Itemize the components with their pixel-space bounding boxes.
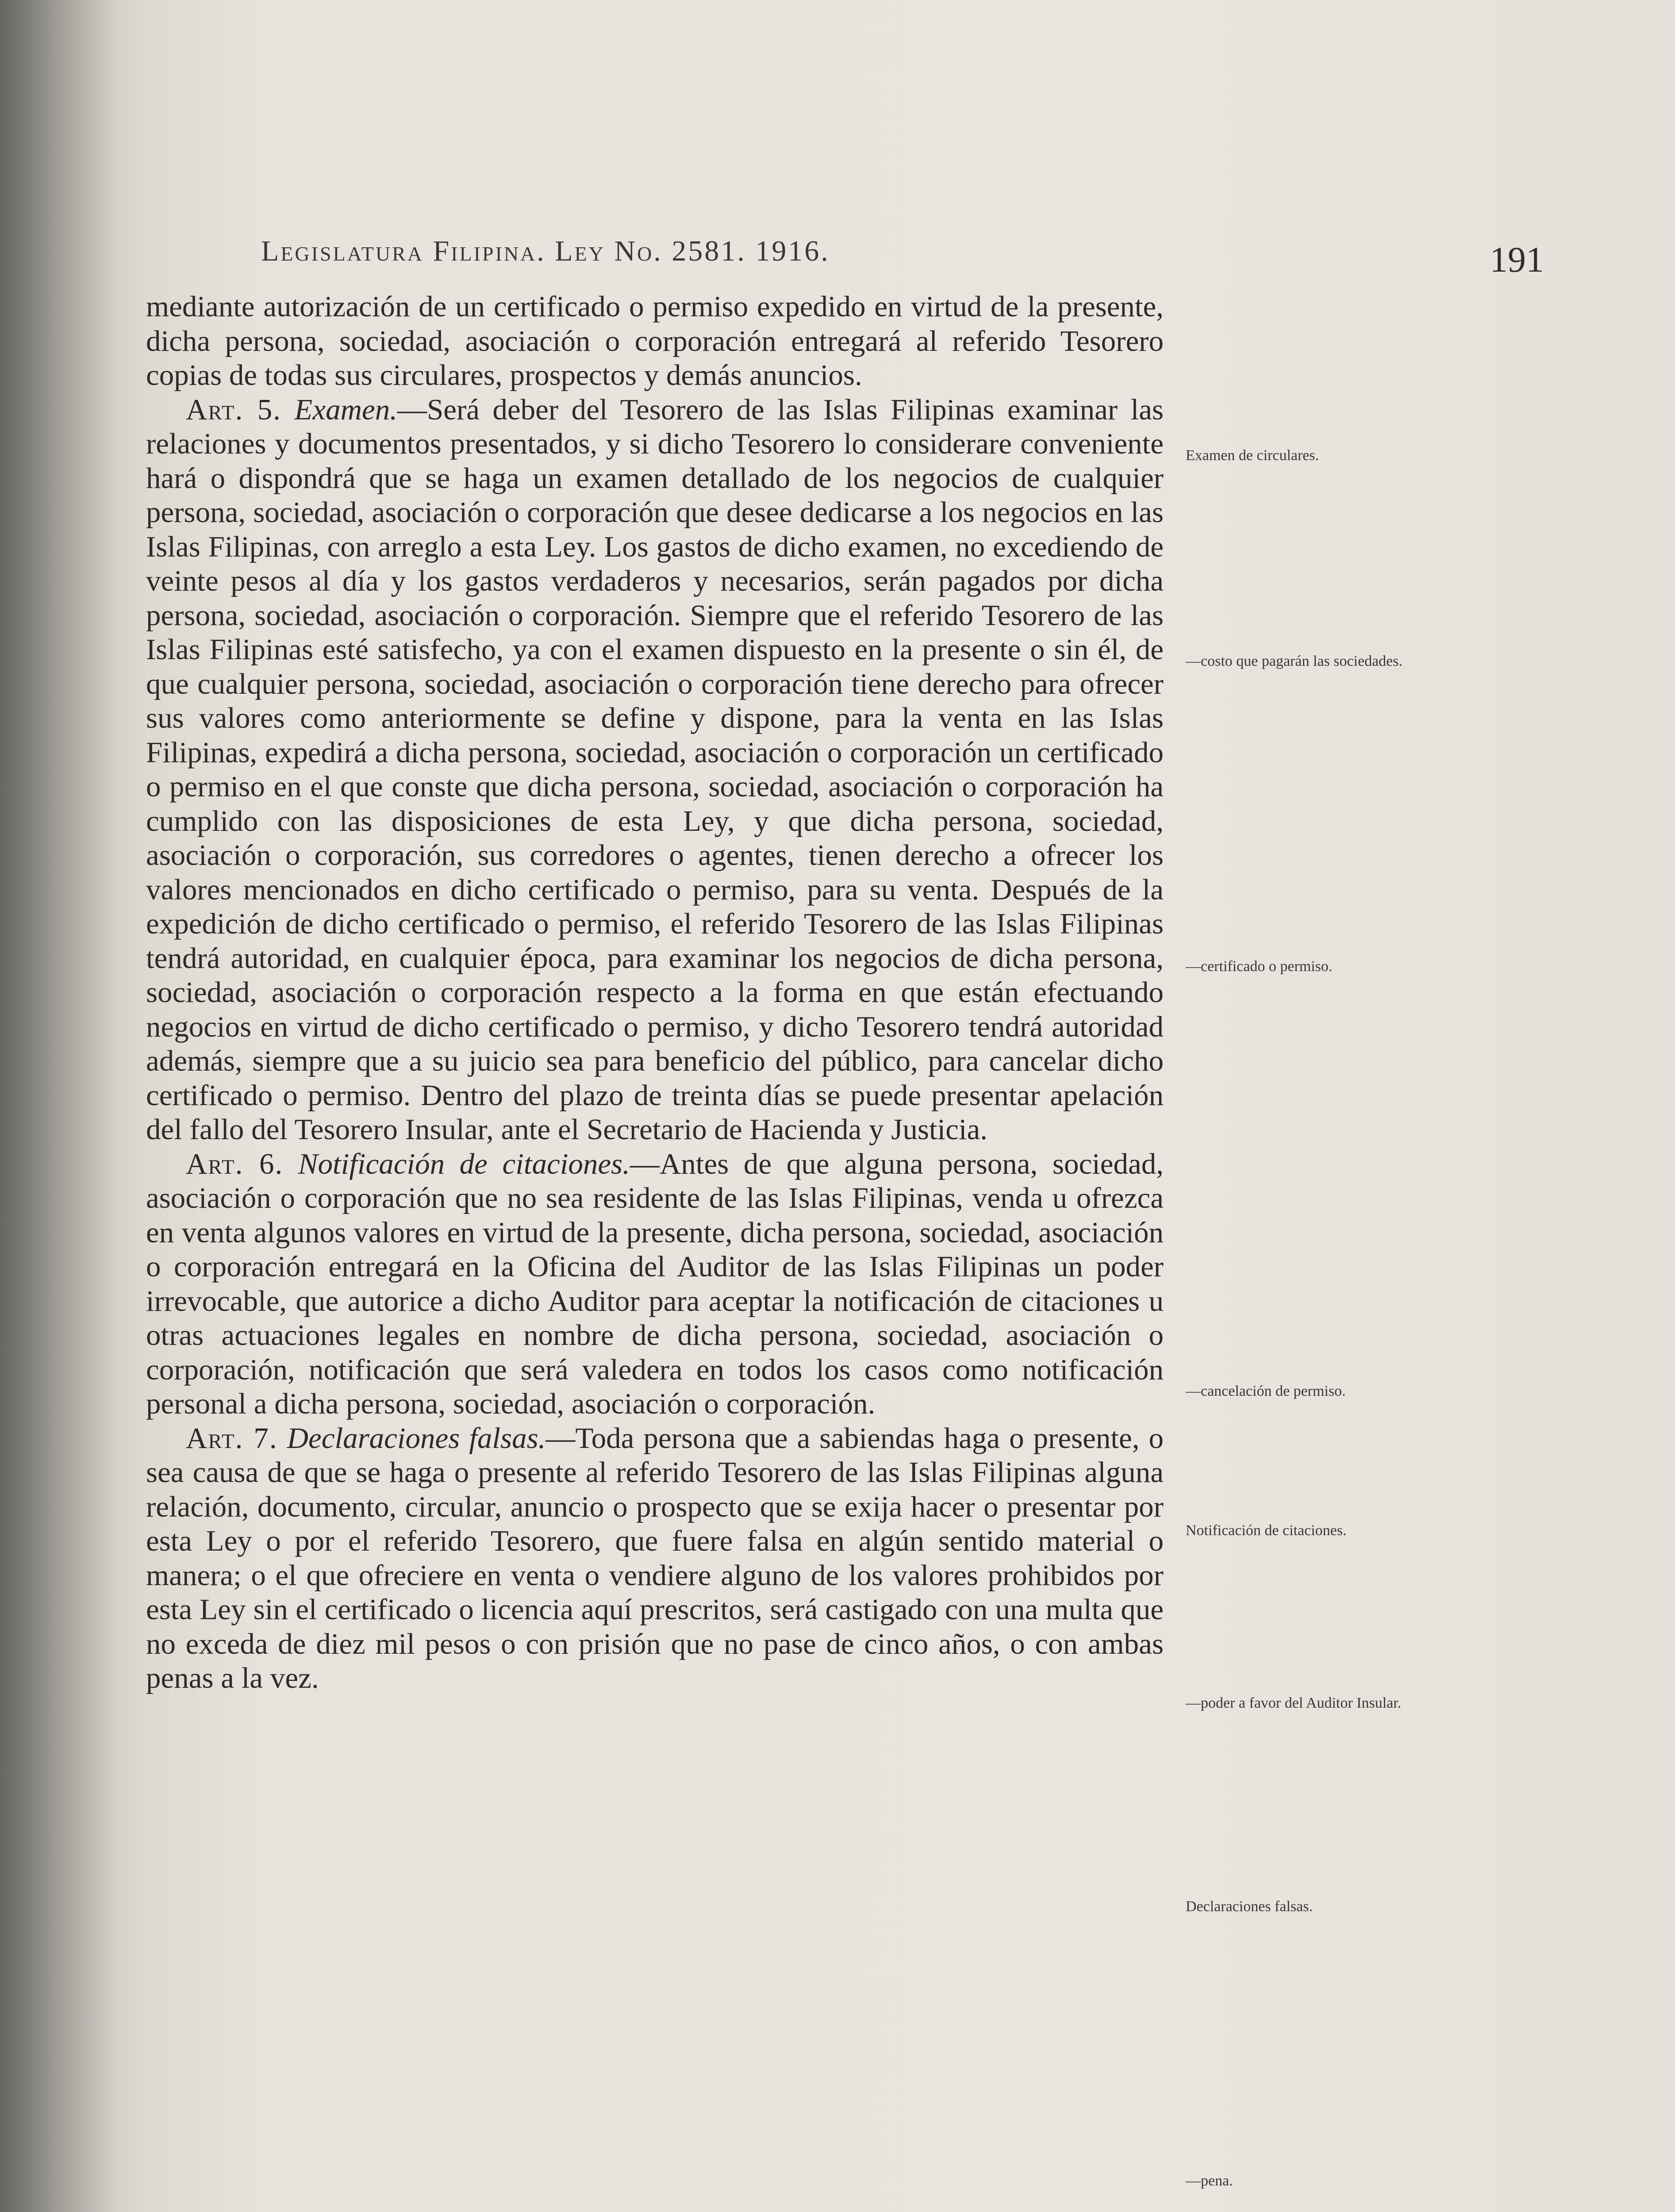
margin-note-certificado: —certificado o permiso. [1186,958,1333,975]
margin-note-notificacion: Notificación de citaciones. [1186,1522,1347,1539]
margin-note-costo: —costo que pagarán las sociedades. [1186,653,1402,669]
article-7 [146,1421,1164,1696]
article-5-title: Examen. [294,393,397,426]
margin-note-pena: —pena. [1186,2173,1233,2189]
margin-note-declaraciones: Declaraciones falsas. [1186,1898,1313,1915]
margin-note-cancelacion: —cancelación de permiso. [1186,1383,1346,1399]
page-number: 191 [1490,239,1544,280]
page-header [261,226,1544,279]
article-6-label: Art. 6. [186,1147,284,1180]
body-text [146,290,1164,1696]
article-6-title: Notificación de citaciones. [298,1147,630,1180]
paragraph-continuation: mediante autorización de un certificado o permiso expedido en virtud de la presente, dicha persona, sociedad, asociación o corporación entregará al referido Tesorero copias de todas sus circulares, prospectos y demás anuncios. [146,290,1164,392]
article-5-text: —Será deber del Tesorero de las Islas Filipinas examinar las relaciones y documentos presentados, y si dicho Tesorero lo considerare conveniente hará o dispondrá que se haga un examen detallado de los negocios de cualquier persona, sociedad, asociación o corporación que desee dedicarse a los negocios en las Islas Filipinas, con arreglo a esta Ley. Los gastos de dicho examen, no excediendo de veinte pesos al día y los gastos verdaderos y necesarios, serán pagados por dicha persona, sociedad, asociación o corporación. Siempre que el referido Tesorero de las Islas Filipinas esté satisfecho, ya con el examen dispuesto en la presente o sin él, de que cualquier persona, sociedad, asociación o corporación tiene derecho para ofrecer sus valores como anteriormente se define y dispone, para la venta en las Islas Filipinas, expedirá a dicha persona, sociedad, asociación o corporación un certificado o permiso en el que conste que dicha persona, sociedad, asociación o corporación ha cumplido con las disposiciones de esta Ley, y que dicha persona, sociedad, asociación o corporación, sus corredores o agentes, tienen derecho a ofrecer los valores mencionados en dicho certificado o permiso, para su venta. Después de la expedición de dicho certificado o permiso, el referido Tesorero de las Islas Filipinas tendrá autoridad, en cualquier época, para examinar los negocios de dicha persona, sociedad, asociación o corporación respecto a la forma en que están efectuando negocios en virtud de dicho certificado o permiso, y dicho Tesorero tendrá autoridad además, siempre que a su juicio sea para beneficio del público, para cancelar dicho certificado o permiso. Dentro del plazo de treinta días se puede presentar apelación del fallo del Tesorero Insular, ante el Secretario de Hacienda y Justicia. [146,393,1164,1146]
article-7-title: Declaraciones falsas. [287,1421,546,1455]
article-6 [146,1147,1164,1421]
running-head: Legislatura Filipina. Ley No. 2581. 1916. [261,235,830,267]
margin-note-examen: Examen de circulares. [1186,447,1319,464]
article-7-label: Art. 7. [186,1421,278,1455]
article-5-label: Art. 5. [186,393,282,426]
margin-note-poder: —poder a favor del Auditor Insular. [1186,1695,1402,1711]
article-6-text: —Antes de que alguna persona, sociedad, asociación o corporación que no sea residente de las Islas Filipinas, venda u ofrezca en venta algunos valores en virtud de la presente, dicha persona, sociedad, asociación o corporación entregará en la Oficina del Auditor de las Islas Filipinas un poder irrevocable, que autorice a dicho Auditor para aceptar la notificación de citaciones u otras actuaciones legales en nombre de dicha persona, sociedad, asociación o corporación, notificación que será valedera en todos los casos como notificación personal a dicha persona, sociedad, asociación o corporación. [146,1147,1164,1420]
article-7-text: —Toda persona que a sabiendas haga o presente, o sea causa de que se haga o presente al referido Tesorero de las Islas Filipinas alguna relación, documento, circular, anuncio o prospecto que se exija hacer o presentar por esta Ley o por el referido Tesorero, que fuere falsa en algún sentido material o manera; o el que ofreciere en venta o vendiere alguno de los valores prohibidos por esta Ley sin el certificado o licencia aquí prescritos, será castigado con una multa que no exceda de diez mil pesos o con prisión que no pase de cinco años, o con ambas penas a la vez. [146,1421,1164,1694]
article-5 [146,393,1164,1147]
binding-gutter-shadow [0,0,115,2212]
